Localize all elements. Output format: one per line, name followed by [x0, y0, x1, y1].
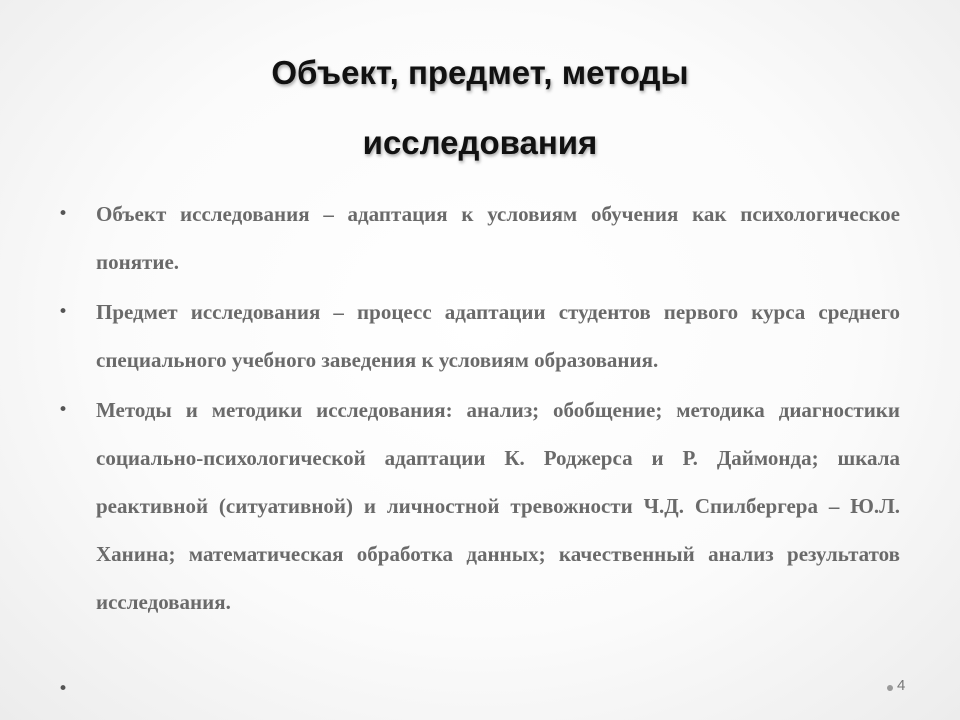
slide-title-line1: Объект, предмет, методы [271, 54, 689, 91]
bullet-text-subject: Предмет исследования – процесс адаптации студентов первого курса среднего специального учебного заведения к условиям образования. [96, 300, 900, 372]
empty-bullet-dot-icon: • [58, 679, 69, 699]
bullet-dot-icon: • [58, 400, 69, 420]
bullet-dot-icon: • [58, 302, 69, 322]
bullet-item-methods [58, 386, 900, 626]
bullet-item-subject [58, 288, 900, 384]
page-number: 4 [897, 677, 906, 694]
bullet-dot-icon: • [58, 204, 69, 224]
slide-title-line2: исследования [362, 124, 598, 161]
slide-title [0, 38, 960, 178]
bullet-text-methods: Методы и методики исследования: анализ; обобщение; методика диагностики социально-психологической адаптации К. Роджерса и Р. Даймонда; шкала реактивной (ситуативной) и личностной тревожности Ч.Д. Спилбергера – Ю.Л. Ханина; математическая обработка данных; качественный анализ результатов исследования. [96, 398, 900, 614]
bullet-text-object: Объект исследования – адаптация к условиям обучения как психологическое понятие. [96, 202, 900, 274]
page-dot-icon [887, 685, 893, 691]
bullet-list [58, 190, 900, 628]
bullet-item-object [58, 190, 900, 286]
